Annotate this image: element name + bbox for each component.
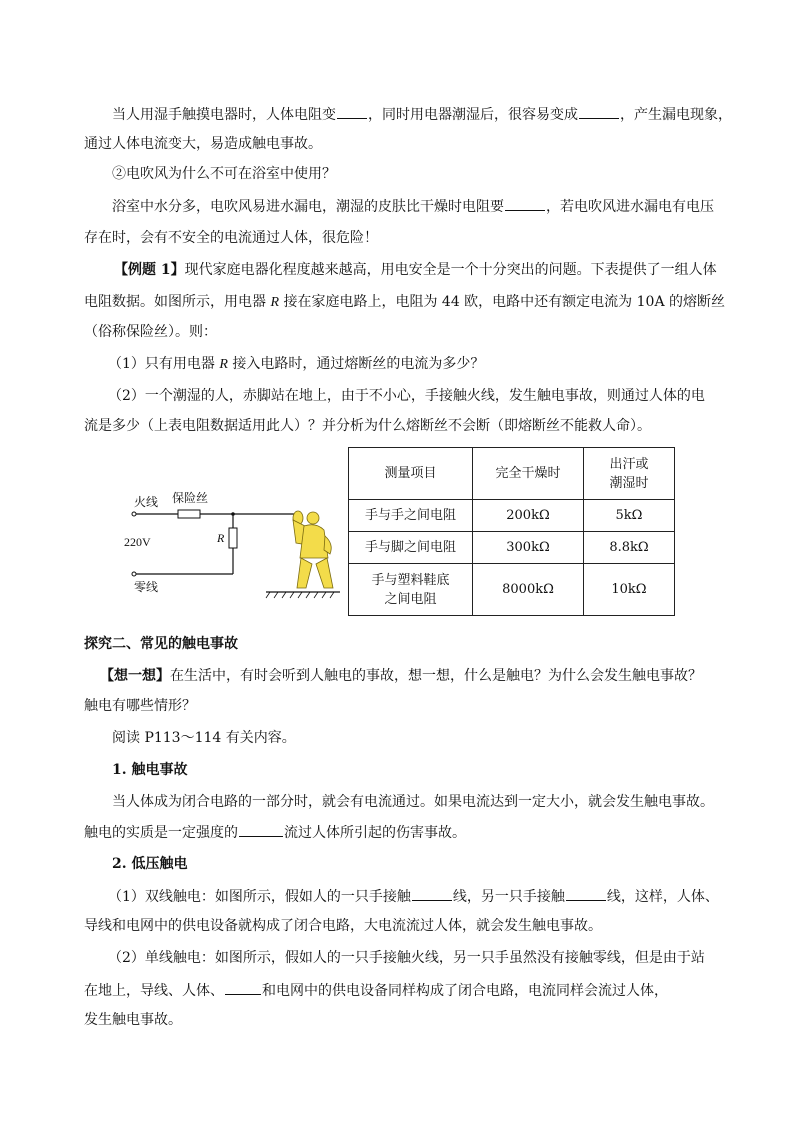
example-line2-a: 电阻数据。如图所示，用电器 xyxy=(84,294,271,310)
table-cell: 手与手之间电阻 xyxy=(349,500,473,532)
para1-text-c: ，产生漏电现象， xyxy=(620,107,732,123)
para2-text-a: 浴室中水分多，电吹风易进水漏电，潮湿的皮肤比干燥时电阻要 xyxy=(112,199,504,215)
table-row xyxy=(349,532,675,564)
para1-line1 xyxy=(112,104,732,125)
table-cell: 200kΩ xyxy=(473,500,584,532)
table-cell: 10kΩ xyxy=(584,564,675,616)
fuse xyxy=(178,510,200,518)
table-cell xyxy=(349,564,473,616)
example-q1-b: 接入电路时，通过熔断丝的电流为多少？ xyxy=(227,356,485,372)
neutral-terminal xyxy=(132,572,136,576)
answer-blank[interactable] xyxy=(337,104,367,119)
section-title: 探究二、常见的触电事故 xyxy=(84,636,238,652)
table-header xyxy=(584,448,675,500)
example-q1 xyxy=(108,354,738,375)
live-wire-label: 火线 xyxy=(134,495,159,509)
heading-low-voltage: 2. 低压触电 xyxy=(112,856,188,872)
answer-blank[interactable] xyxy=(225,980,261,995)
think-text: 在生活中，有时会听到人触电的事故，想一想，什么是触电？为什么会发生触电事故？ xyxy=(170,668,702,684)
voltage-label: 220V xyxy=(124,535,151,549)
para2-text-b: ，若电吹风进水漏电有电压 xyxy=(546,199,714,215)
table-header: 完全干燥时 xyxy=(473,448,584,500)
shock-text-a: 触电的实质是一定强度的 xyxy=(84,825,238,841)
table-cell: 8000kΩ xyxy=(473,564,584,616)
table-header-part: 出汗或 xyxy=(609,456,649,472)
example-q1-a: （1）只有用电器 xyxy=(108,356,220,372)
example-line1 xyxy=(114,260,716,280)
resistor-label: R xyxy=(217,531,225,545)
double-text-a: （1）双线触电：如图所示，假如人的一只手接触 xyxy=(108,889,411,905)
example-line2 xyxy=(84,292,726,313)
answer-blank[interactable] xyxy=(239,822,283,837)
heading-electric-shock: 1. 触电事故 xyxy=(112,762,188,778)
single-text-b: 和电网中的供电设备同样构成了闭合电路，电流同样会流过人体， xyxy=(262,983,668,999)
fuse-label: 保险丝 xyxy=(172,491,209,505)
resistor xyxy=(229,528,237,548)
para1-text-b: ，同时用电器潮湿后，很容易变成 xyxy=(368,107,578,123)
resistor-symbol: R xyxy=(219,357,228,372)
resistor-symbol: R xyxy=(270,295,280,310)
resistance-table xyxy=(348,447,675,616)
answer-blank[interactable] xyxy=(566,886,606,901)
table-cell-part: 手与塑料鞋底 xyxy=(371,572,450,588)
table-row xyxy=(349,500,675,532)
table-header: 测量项目 xyxy=(349,448,473,500)
para1-text-a: 当人用湿手触摸电器时，人体电阻变 xyxy=(112,107,336,123)
answer-blank[interactable] xyxy=(579,104,619,119)
answer-blank[interactable] xyxy=(412,886,452,901)
example-tag: 【例题 1】 xyxy=(114,262,185,278)
double-text-c: 线，这样，人体、 xyxy=(606,889,719,905)
para2-line1 xyxy=(112,196,714,217)
example-line2-b: 接在家庭电路上，电阻为 44 欧，电路中还有额定电流为 10A 的熔断丝 xyxy=(279,294,726,310)
table-cell: 8.8kΩ xyxy=(584,532,675,564)
para1-line2: 通过人体电流变大，易造成触电事故。 xyxy=(84,136,322,152)
single-line-para-line2 xyxy=(84,980,714,1001)
double-text-b: 线，另一只手接触 xyxy=(452,889,565,905)
table-cell-part: 之间电阻 xyxy=(384,591,437,607)
double-line-para-line2: 导线和电网中的供电设备就构成了闭合电路，大电流流过人体，就会发生触电事故。 xyxy=(84,918,602,934)
table-cell: 5kΩ xyxy=(584,500,675,532)
person-figure xyxy=(293,511,333,588)
example-q2-line1: （2）一个潮湿的人，赤脚站在地上，由于不小心，手接触火线，发生触电事故，则通过人体的电 xyxy=(108,388,705,404)
table-header-row xyxy=(349,448,675,500)
table-cell: 手与脚之间电阻 xyxy=(349,532,473,564)
example-text: 现代家庭电器化程度越来越高，用电安全是一个十分突出的问题。下表提供了一组人体 xyxy=(184,262,717,278)
table-header-part: 潮湿时 xyxy=(609,475,649,491)
single-line-para-line3: 发生触电事故。 xyxy=(84,1012,182,1028)
table-cell: 300kΩ xyxy=(473,532,584,564)
single-text-a: 在地上，导线、人体、 xyxy=(84,983,224,999)
shock-text-b: 流过人体所引起的伤害事故。 xyxy=(284,825,466,841)
circuit-diagram xyxy=(120,488,340,603)
double-line-para-line1 xyxy=(108,886,738,907)
think-line1 xyxy=(100,666,730,686)
ground-hatching xyxy=(266,592,334,598)
para2-line2: 存在时，会有不安全的电流通过人体，很危险！ xyxy=(84,230,378,246)
think-line2: 触电有哪些情形？ xyxy=(84,698,196,714)
shock-para-line1: 当人体成为闭合电路的一部分时，就会有电流通过。如果电流达到一定大小，就会发生触电事故。 xyxy=(112,794,714,810)
think-tag: 【想一想】 xyxy=(100,668,170,684)
live-terminal xyxy=(132,512,136,516)
shock-para-line2 xyxy=(84,822,714,843)
neutral-wire-label: 零线 xyxy=(134,580,159,594)
example-q2-line2: 流是多少（上表电阻数据适用此人）？并分析为什么熔断丝不会断（即熔断丝不能救人命）。 xyxy=(84,418,651,434)
single-line-para-line1: （2）单线触电：如图所示，假如人的一只手接触火线，另一只手虽然没有接触零线，但是由于站 xyxy=(108,950,705,966)
answer-blank[interactable] xyxy=(505,196,545,211)
reading-note: 阅读 P113～114 有关内容。 xyxy=(112,730,296,746)
question-2: ②电吹风为什么不可在浴室中使用？ xyxy=(112,166,336,182)
example-line3: （俗称保险丝）。则： xyxy=(84,324,217,340)
table-row xyxy=(349,564,675,616)
